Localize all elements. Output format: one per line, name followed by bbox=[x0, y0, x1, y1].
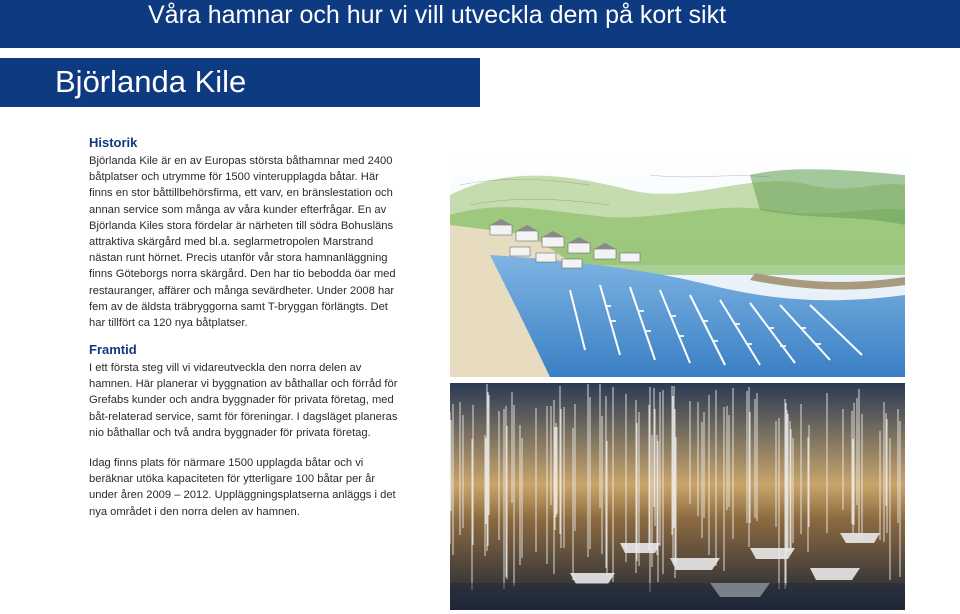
section-historik bbox=[89, 135, 399, 331]
marina-sketch-illustration bbox=[450, 155, 905, 377]
page-title: Våra hamnar och hur vi vill utveckla dem på kort sikt bbox=[148, 1, 727, 29]
section-framtid bbox=[89, 342, 399, 441]
framtid-text: I ett första steg vill vi vidareutveckla den norra delen av hamnen. Här planerar vi byggnation av båthallar och förråd för Grefabs kunder och andra byggnader för privata företag, med båt-relaterad service, samt för föreningar. I dagsläget planeras nio båthallar och två andra byggnader för privata företag. bbox=[89, 362, 398, 439]
historik-heading: Historik bbox=[89, 135, 138, 150]
section-idag bbox=[89, 455, 399, 520]
idag-text: Idag finns plats för närmare 1500 upplagda båtar och vi beräknar utöka kapaciteten för ytterligare 100 båtar per år under åren 2009 – 2012. Uppläggningsplatserna anläggs i det nya området i den norra delen av hamnen. bbox=[89, 457, 396, 518]
framtid-heading: Framtid bbox=[89, 342, 137, 357]
top-banner bbox=[0, 0, 960, 48]
harbor-name: Björlanda Kile bbox=[55, 64, 247, 99]
marina-photo bbox=[450, 383, 905, 610]
historik-text: Björlanda Kile är en av Europas största båthamnar med 2400 båtplatser och utrymme för 1500 vinterupplagda båtar. Här finns en stor båttillbehörsfirma, ett varv, en bränslestation och annan service som många av våra kunder efterfrågar. En av Björlanda Kiles stora fördelar är närheten till södra Bohusläns attraktiva skärgård med bl.a. seglarmetropolen Marstrand nästan runt hörnet. Precis utanför vår stora hamnanläggning finns Göteborgs norra skärgård. Den har tio bebodda öar med restauranger, affärer och många sevärdheter. Under 2008 har fem av de äldsta träbryggorna samt T-bryggan förlängts. Det har tillfört ca 120 nya båtplatser. bbox=[89, 155, 396, 330]
subtitle-banner bbox=[0, 58, 480, 107]
